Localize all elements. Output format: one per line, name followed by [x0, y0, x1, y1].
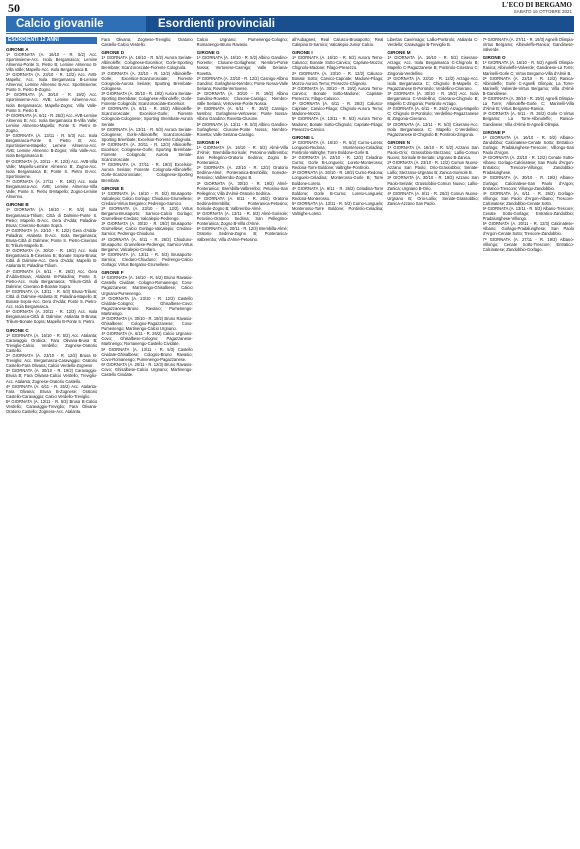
fixture-line: 3ª GIORNATA (A. 30/10 - R. 19/2) Acc. Isola Bergamasca C-Verdellino; Ciserano-Chignolo B; Mapello C-Zingonia; Pontirolo-Arzago.	[387, 90, 479, 107]
divider	[6, 33, 574, 34]
fixture-line: all'Aubagnes; Real Calusco-Brusaporto; Real Calepina B-Sarnico; Valcalepio-Junior Calcio.	[291, 37, 384, 48]
fixture-line: 2ª GIORNATA (A. 23/10 - R. 12/2) Gera d'Adda-Paladina; Atalanta B-Acc. Isola Bergamasca; Brusa-Città di Dalmine; Ponte S. Pietro-Ciserano B; Trilium-Mapello B.	[6, 227, 98, 249]
fixture-line: 2ª GIORNATA (A. 23/10 - R. 12/2) Arzago-Acc. Isola Bergamasca C; Chignolo B-Mapello C; Pagazzanese B-Pontirolo; Verdellino-Ciserano.	[387, 75, 479, 91]
fixture-line: Calcio Urgnano; Pumenengo-Cologno; Romanengo-Bruno Ravasio.	[196, 37, 288, 48]
fixture-line: 5ª GIORNATA (A. 13/11 - R. 5/3) Castello Cividate-Ghisalbese; Cologno-Bruno Ravasio; Covo-Romanengo; Pumenengo-Pagazzanese.	[101, 346, 193, 362]
fixture-line: 5ª GIORNATA (A. 13/11 - R. 5/3) Brusaporto-Sarnico; Credaro-Chiuduno; Pedrengo-Calcio Gorlago; Virtus Bergamo-Grumellese.	[101, 251, 193, 268]
fixture-line: 1ª GIORNATA (A. 16/10 - R. 5/2) Bruno Ravasio-Castello Cividate; Cologno-Romanengo; Covo-Pagazzanese; Martinengo-Ghisalbese; Calcio Urgnano-Pumenengo.	[101, 275, 193, 296]
fixture-line: 3ª GIORNATA (A. 30/10 - R. 19/2) Albino Gandino-Rovetta; Clusone-Casnigo; Nembro-Valle Seriana; Vertovese-Ponte Nossa.	[196, 90, 288, 107]
group-heading: GIRONE M	[387, 50, 411, 56]
fixture-line: 5ª GIORNATA (A. 13/11 - R. 5/3) Albino Gandino-Gorlaghese; Clusone-Ponte Nossa; Nembro-Rovetta; Valle Seriana-Casnigo.	[196, 121, 288, 137]
column-1	[6, 37, 97, 843]
fixture-line: 1ª GIORNATA (A. 16/10 - R. 5/2) Agnelli Olimpia-Ranica; Albinoleffe-Valverde; Gandinese-La Torre; Marinelli-Gorle C; Virtus Bergamo-Villa d'Almè B.	[482, 60, 574, 76]
fixture-line: 3ª GIORNATA (A. 30/10 - R. 19/2) Albano-Gorlago; Calcinatese-San Paolo d'Argon; Entratico-Trescore; Villongo-Zandobbio.	[482, 175, 574, 191]
fixture-line: 4ª GIORNATA (A. 6/11 - R. 26/2) Gorlago-Villongo; San Paolo d'Argon-Albano; Trescore-Calcinatese; Zandobbio-Cenate Sotto.	[482, 190, 574, 206]
fixture-line: 4ª GIORNATA (A. 6/11 - R. 26/2) Casnigo-Nembro; Gorlaghese-Vertovese; Ponte Nossa-Albino Gandino; Rovetta-Clusone.	[196, 106, 288, 122]
fixture-line: 5ª GIORNATA (A. 13/11 - R. 5/3) Acc. Isola Bergamasca-Ponte S. Pietro B; Acc. Sportinsieme-Mapello; Lemine Almenno-Acc. AVB; Lemine Almenno B-Zogno; Villa Valle-Acc. Isola Bergamasca B.	[6, 133, 98, 159]
fixture-line: 4ª GIORNATA (A. 6/11 - R. 26/2) Chiuduno-Brusaporto; Grumellese-Pedrengo; Sarnico-Virtus Bergamo; Valcalepio-Credaro.	[101, 236, 193, 252]
fixture-line: 3ª GIORNATA (A. 30/10 - R. 19/2) Acc. Sportinsieme-Acc. AVB; Lemine Almenno-Acc. Isola Bergamasca; Mapello-Zogno; Villa Valle-Ponte S. Pietro B.	[6, 92, 98, 113]
page-number: 50	[8, 1, 20, 15]
fixture-line: 1ª GIORNATA (A. 16/10 - R. 5/2) Albano-Zandobbio; Calcinatese-Cenate Sotto; Entratico-Gorlago; Pradalunghese-Trescore; Villongo-San Paolo d'Argon.	[482, 134, 574, 155]
fixture-line: 5ª GIORNATA (A. 13/11 - R. 5/3) Aurora Seriate-Colognese; Gorle-Albinoleffe; Scanzorosciate-Sporting Brembate; Excelsior-Fiorente Colognola.	[101, 126, 193, 142]
fixture-line: 4ª GIORNATA (A. 6/11 - R. 26/2) Comun Nuovo-Urgnano B; Orio-Lallio; Seriate-Grassobbio; Zanica-Azzano San Paolo.	[387, 190, 479, 206]
fixture-line: 4ª GIORNATA (A. 6/11 - R. 26/2) Acc. Atalanta-Fara Olivana; Brusa B-Zognese; Oratorio Castello-Caravaggio; Calcio Verdello-Treviglio.	[6, 383, 98, 399]
fixture-line: 1ª GIORNATA (A. 16/10 - R. 5/2) Brusaporto-Valcalepio; Calcio Gorlago; Chiuduno-Grumellese; Credaro-Virtus Bergamo; Pedrengo-Sarnico.	[101, 190, 193, 206]
section-subtitle: Esordienti provinciali	[146, 16, 574, 32]
fixture-line: 2ª GIORNATA (A. 23/10 - R. 12/2) Ranica-Albinoleffe; Gorle C-Agnelli Olimpia; La Torre-Marinelli; Valverde-Virtus Bergamo; Villa d'Almè B-Gandinese.	[482, 75, 574, 96]
fixture-line: Libertas Cavernago; Lallio-Pontirolo; Atalanta C-Verdello; Caravaggio B-Treviglio B.	[387, 37, 479, 48]
column-6	[483, 37, 574, 843]
fixture-line: 7ª GIORNATA (A. 27/11 - R. 19/3) Excelsior-Aurora Seriate; Fiorente Colognola-Albinoleffe; Gorle-Scanzorosciate; Colognese-Sporting Brembate.	[101, 162, 193, 183]
column-2	[101, 37, 192, 843]
fixture-line: 3ª GIORNATA (A. 30/10 - R. 19/2) Aurora Seriate-Sporting Brembate; Colognese-Albinoleffe; Gorle-Fiorente Colognola; Scanzorosciate-Excelsior.	[101, 90, 193, 107]
fixture-line: 4ª GIORNATA (A. 6/11 - R. 26/2) Acc. Gera d'Adda-Brusa; Atalanta B-Paladina; Ponte S. Pietro-Acc. Isola Bergamasca; Trilium-Città di Dalmine; Ciserano B-Bonate Sopra.	[6, 268, 98, 289]
fixture-line: 1ª GIORNATA (A. 16/10 - R. 5/2) Aurora Terno-Calusco; Bonate Sotto-Carvico; Capriate-Mozzo; Chignolo-Madone; Filago-Presezzo.	[291, 55, 384, 71]
group-heading: GIRONE A	[6, 46, 29, 52]
fixture-columns	[6, 37, 574, 843]
fixture-line: 6ª GIORNATA (A. 20/11 - R. 12/3) Acc. AVB-Villa Valle; Mapello-Lemine Almenno B; Zogno-Acc. Isola Bergamasca B; Ponte S. Pietro B-Acc. Sportinsieme.	[6, 158, 98, 179]
page-header	[0, 0, 580, 14]
group-heading: GIRONE O	[482, 55, 506, 61]
fixture-line: 1ª GIORNATA (A. 16/10 - R. 5/2) Azzano San Paolo-Orio; Grassobbio-Stezzano; Lallio-Comun Nuovo; Sorisole B-Seriate; Urgnano B-Zanica.	[387, 144, 479, 161]
group-heading: GIRONE I	[291, 50, 313, 56]
fixture-line: 2ª GIORNATA (A. 23/10 - R. 12/2) Acc. AVB-Mapello; Acc. Isola Bergamasca B-Lemine Almenno; Lemine Almenno B-Acc. Sportinsieme; Ponte S. Pietro B-Zogno.	[6, 71, 98, 93]
fixture-line: 2ª GIORNATA (A. 23/10 - R. 12/2) Castello Cividate-Cologno; Ghisalbese-Covo; Pagazzanese-Bruno Ravasio; Pumenengo-Martinengo.	[101, 295, 193, 316]
fixture-line: 7ª GIORNATA (A. 27/11 - R. 19/3) Albano-Villongo; Cenate Sotto-Trescore; Entratico-Calcinatese; Zandobbio-Gorlago.	[482, 236, 574, 252]
fixture-line: 6ª GIORNATA (A. 20/11 - R. 12/3) Acc. Isola Bergamasca-Città di Dalmine; Atalanta B-Brusa; Trilium-Bonate Sopra; Mapello B-Ponte S. Pietro.	[6, 309, 98, 325]
column-4	[292, 37, 383, 843]
fixture-line: 5ª GIORNATA (A. 13/11 - R. 5/3) Aurora Terno-Madone; Bonate Sotto-Chignolo; Capriate-Filago; Presezzo-Carvico.	[291, 116, 384, 132]
fixture-line: 4ª GIORNATA (A. 6/11 - R. 26/2) Calusco-Capriate; Carvico-Filago; Chignolo-Aurora Terno; Madone-Mozzo.	[291, 101, 384, 117]
group-heading: GIRONE G	[196, 50, 220, 56]
fixture-line: 1ª GIORNATA (A. 16/10 - R. 5/2) Ciserano-Arzago; Acc. Isola Bergamasca C-Chignolo B; Mapello C-Pagazzanese B; Pontirolo-Ciserano C; Zingonia-Verdellino.	[387, 55, 479, 76]
fixture-line: 2ª GIORNATA (A. 23/10 - R. 12/2) Virtus Bergamo-Brusaporto; Sarnico-Calcio Gorlago; Grumellese-Credaro; Valcalepio-Pedrengo.	[101, 206, 193, 222]
group-heading: GIRONE N	[387, 139, 411, 145]
group-heading: GIRONE H	[196, 139, 220, 145]
group-heading: GIRONE C	[6, 327, 29, 333]
group-heading: GIRONE F	[101, 270, 124, 276]
fixture-line: 4ª GIORNATA (A. 6/11 - R. 26/2) Gorle C-Virtus Bergamo; La Torre-Albinoleffe; Ranica-Gandinese; Villa d'Almè B-Agnelli Olimpia.	[482, 111, 574, 127]
fixture-line: 2ª GIORNATA (A. 23/10 - R. 12/2) Albinoleffe-Gorle; Excelsior-Scanzorosciate; Fiorente Colognola-Aurora Seriate; Sporting Brembate-Colognese.	[101, 70, 193, 91]
fixture-line: 6ª GIORNATA (A. 20/11 - R. 12/3) Albinoleffe-Excelsior; Colognese-Gorle; Sporting Brembate-Fiorente Colognola; Aurora Seriate-Scanzorosciate.	[101, 141, 193, 163]
fixture-line: 7ª GIORNATA (A. 27/11 - R. 19/3) Agnelli Olimpia-Virtus Bergamo; Albinoleffe-Ranica; Gandinese-Valverde.	[482, 37, 574, 53]
group-heading: GIRONE B	[6, 202, 29, 208]
fixture-line: 2ª GIORNATA (A. 23/10 - R. 12/2) Brusa B-Treviglio; Acc. Bergamasca-Caravaggio; Oratorio Castello-Fara Olivana; Calcio Verdello-Zognese.	[6, 353, 98, 369]
fixture-line: 1ª GIORNATA (A. 16/10 - R. 5/2) Aurora Seriate-Albinoleffe; Colognese-Excelsior; Gorle-Sporting Brembate; Scanzorosciate-Fiorente Colognola.	[101, 55, 193, 71]
fixture-line: 1ª GIORNATA (A. 16/10 - R. 5/2) Curno-Loreto; Longuelo-Redona; Monterosso-Celadina; Pontirolo-Valtrighe; Torre Boldone-Gorle B.	[291, 139, 384, 155]
fixture-line: 5ª GIORNATA (A. 13/11 - R. 5/3) Ciserano-Acc. Isola Bergamasca C; Mapello C-Verdellino; Pagazzanese B-Chignolo B; Pontirolo-Zingonia.	[387, 121, 479, 137]
fixture-line: 1ª GIORNATA (A. 16/10 - R. 5/2) Almè-Villa d'Almè; Brembilla-Sorisole; Petosino-Valbrembo; San Pellegrino-Oratorio Sedrina; Zogno B-Ponteranica.	[196, 144, 288, 166]
fixture-line: 4ª GIORNATA (A. 6/11 - R. 26/2) Celadina-Torre Boldone; Gorle B-Curno; Loreto-Longuelo; Redona-Monterosso.	[291, 185, 384, 201]
column-5	[387, 37, 478, 843]
fixture-line: 4ª GIORNATA (A. 6/11 - R. 26/2) Calcio Urgnano-Covo; Ghisalbese-Cologno; Pagazzanese-Martinengo; Romanengo-Castello Cividate.	[101, 331, 193, 347]
fixture-line: 3ª GIORNATA (A. 30/10 - R. 19/2) Caravaggio-Brusa B; Fara Olivana-Calcio Verdello; Treviglio-Acc. Atalanta; Zognese-Oratorio Castello.	[6, 368, 98, 384]
fixture-line: 3ª GIORNATA (A. 30/10 - R. 19/2) Almè-Ponteranica; Brembilla-Valbrembo; Petosino-San Pellegrino; Villa d'Almè-Oratorio Sedrina.	[196, 180, 288, 196]
group-heading: GIRONE L	[291, 134, 315, 140]
fixture-line: 4ª GIORNATA (A. 6/11 - R. 26/2) Albinoleffe-Scanzorosciate; Excelsior-Gorle; Fiorente Colognola-Colognese; Sporting Brembate-Aurora Seriate.	[101, 106, 193, 127]
fixture-line: 3ª GIORNATA (A. 30/10 - R. 19/2) Curno-Redona; Longuelo-Celadina; Monterosso-Gorle B; Torre Boldone-Loreto.	[291, 170, 384, 186]
fixture-line: 7ª GIORNATA (A. 27/11 - R. 19/3) Acc. Isola Bergamasca-Acc. AVB; Lemine Almenno-Villa Valle; Ponte S. Pietro B-Mapello; Zogno-Lemine Almenno.	[6, 178, 98, 200]
fixture-line: 3ª GIORNATA (A. 30/10 - R. 19/2) Agnelli Olimpia-La Torre; Albinoleffe-Gorle C; Marinelli-Villa d'Almè B; Virtus Bergamo-Ranica.	[482, 96, 574, 112]
section-band	[6, 16, 574, 32]
issue-date: SABATO 16 OTTOBRE 2021	[513, 9, 572, 14]
fixture-line: 5ª GIORNATA (A. 13/11 - R. 5/3) Brusa-Trilium; Città di Dalmine-Atalanta B; Paladina-Mapello B; Bonate Sopra-Acc. Gera d'Adda; Ponte S. Pietro-Acc. Isola Bergamasca.	[6, 288, 98, 310]
fixture-line: 5ª GIORNATA (A. 13/11 - R. 5/3) Curno-Longuelo; Monterosso-Torre Boldone; Pontirolo-Celadina; Valtrighe-Loreto.	[291, 200, 384, 217]
group-heading: GIRONE P	[482, 129, 506, 135]
fixture-line: 2ª GIORNATA (A. 23/10 - R. 12/2) Casnigo-Albino Gandino; Gorlaghese-Nembro; Ponte Nossa-Valle Seriana; Rovetta-Vertovese.	[196, 75, 288, 91]
column-3	[197, 37, 288, 843]
fixture-line: 4ª GIORNATA (A. 6/11 - R. 26/2) Oratorio Sedrina-Brembilla; Ponteranica-Petosino; Sorisole-Zogno B; Valbrembo-Almè.	[196, 195, 288, 211]
fixture-line: 5ª GIORNATA (A. 13/11 - R. 5/3) Albano-Trescore; Cenate Sotto-Gorlago; Entratico-Zandobbio; Pradalunghese-Villongo.	[482, 206, 574, 222]
fixture-line: 3ª GIORNATA (A. 30/10 - R. 19/2) Aurora Terno-Carvico; Bonate Sotto-Madone; Capriate-Presezzo; Filago-Calusco.	[291, 85, 384, 102]
fixture-line: 2ª GIORNATA (A. 23/10 - R. 12/2) Comun Nuovo-Azzano San Paolo; Orio-Grassobbio; Seriate-Lallio; Stezzano-Urgnano B; Zanica-Sorisole B.	[387, 160, 479, 176]
fixture-line: 5ª GIORNATA (A. 13/11 - R. 5/3) Brusa B-Calcio Verdello; Caravaggio-Treviglio; Fara Olivana-Oratorio Castello; Zognese-Acc. Atalanta.	[6, 398, 98, 415]
category-heading: ESORDIENTI 12 ANNI	[6, 37, 97, 44]
fixture-line: 1ª GIORNATA (A. 16/10 - R. 5/2) Acc. Atalanta; Caravaggio Orobica; Fara Olivana-Brusa B; Treviglio-Calcio Verdello; Zognese-Oratorio Castello.	[6, 332, 98, 353]
fixture-line: 2ª GIORNATA (A. 23/10 - R. 12/2) Cenate Sotto-Albano; Gorlago-Calcinatese; San Paolo d'Argon-Entratico; Trescore-Villongo; Zandobbio-Pradalunghese.	[482, 155, 574, 176]
group-heading: GIRONE E	[101, 185, 124, 191]
fixture-line: 2ª GIORNATA (A. 23/10 - R. 12/2) Oratorio Sedrina-Almè; Ponteranica-Brembilla; Sorisole-Petosino; Valbrembo-Zogno B.	[196, 165, 288, 181]
fixture-line: 5ª GIORNATA (A. 13/11 - R. 5/3) Almè-Sorisole; Petosino-Oratorio Sedrina; San Pellegrino-Ponteranica; Zogno B-Villa d'Almè.	[196, 211, 288, 227]
fixture-line: 3ª GIORNATA (A. 30/10 - R. 19/2) Acc. Isola Bergamasca B-Ciserano B; Bonate Sopra-Brusa; Città di Dalmine-Acc. Gera d'Adda; Mapello B-Atalanta B; Paladina-Trilium.	[6, 248, 98, 269]
fixture-line: 4ª GIORNATA (A. 6/11 - R. 26/2) Arzago-Mapello C; Chignolo B-Pontirolo; Verdellino-Pagazzanese B; Zingonia-Ciserano.	[387, 106, 479, 122]
fixture-line: 6ª GIORNATA (A. 20/11 - R. 12/3) Bruno Ravasio-Covo; Ghisalbese-Calcio Urgnano; Martinengo-Castello Cividate.	[101, 361, 193, 377]
group-heading: GIRONE D	[101, 50, 125, 56]
fixture-line: 2ª GIORNATA (A. 23/10 - R. 12/2) Celadina-Curno; Gorle B-Longuelo; Loreto-Monterosso; Redona-Torre Boldone; Valtrighe-Pontirolo.	[291, 155, 384, 171]
fixture-line: 6ª GIORNATA (A. 20/11 - R. 12/3) Calcinatese-Albano; Gorlago-Pradalunghese; San Paolo d'Argon-Cenate Sotto; Trescore-Zandobbio.	[482, 221, 574, 237]
fixture-line: 1ª GIORNATA (A. 16/10 - R. 5/2) Isola Bergamasca-Trilium; Città di Dalmine-Ponte S. Pietro; Mapello B-Acc. Gera d'Adda; Paladina-Brusa; Ciserano-Bonate Sopra.	[6, 207, 98, 228]
fixture-line: 4ª GIORNATA (A. 6/11 - R. 26/2) Acc. AVB-Lemine Almenno B; Acc. Isola Bergamasca B-Villa Valle; Lemine Almenno-Mapello; Ponte S. Pietro B-Zogno.	[6, 112, 98, 133]
fixture-line: 6ª GIORNATA (A. 20/11 - R. 12/3) Brembilla-Almè; Oratorio Sedrina-Zogno B; Ponteranica-Valbrembo; Villa d'Almè-Petosino.	[196, 226, 288, 242]
fixture-line: Fara Olivana; Zognese-Treviglio; Oratorio Castello-Calcio Verdello.	[101, 37, 193, 48]
fixture-line: 3ª GIORNATA (A. 30/10 - R. 19/2) Azzano San Paolo-Seriate; Grassobbio-Comun Nuovo; Lallio-Zanica; Urgnano B-Orio.	[387, 175, 479, 191]
newspaper-name: L'ECO DI BERGAMO	[501, 1, 572, 9]
fixture-line: 3ª GIORNATA (A. 30/10 - R. 19/2) Bruno Ravasio-Ghisalbese; Cologno-Pagazzanese; Covo-Pumenengo; Martinengo-Calcio Urgnano.	[101, 315, 193, 332]
fixture-line: 3ª GIORNATA (A. 30/10 - R. 19/2) Brusaporto-Grumellese; Calcio Gorlago-Valcalepio; Credaro-Sarnico; Pedrengo-Chiuduno.	[101, 221, 193, 237]
fixture-line: 2ª GIORNATA (A. 23/10 - R. 12/2) Calusco-Bonate Sotto; Carvico-Capriate; Madone-Filago; Mozzo-Aurora Terno; Presezzo-Chignolo.	[291, 70, 384, 86]
section-title: Calcio giovanile	[6, 16, 146, 32]
fixture-line: 1ª GIORNATA (A. 16/10 - R. 5/2) Albino Gandino-Fiorente; Clusone-Gorlaghese; Nembro-Ponte Nossa; Vertovese-Casnigo; Valle Seriana-Rovetta.	[196, 55, 288, 76]
fixture-line: 1ª GIORNATA (A. 16/10 - R. 5/2) Acc. Sportinsieme-Acc. Isola Bergamasca; Lemine Almenno-Ponte S. Pietro B; Lemine Almenno B-Villa Valle; Mapello-Acc. Isola Bergamasca B.	[6, 51, 98, 72]
